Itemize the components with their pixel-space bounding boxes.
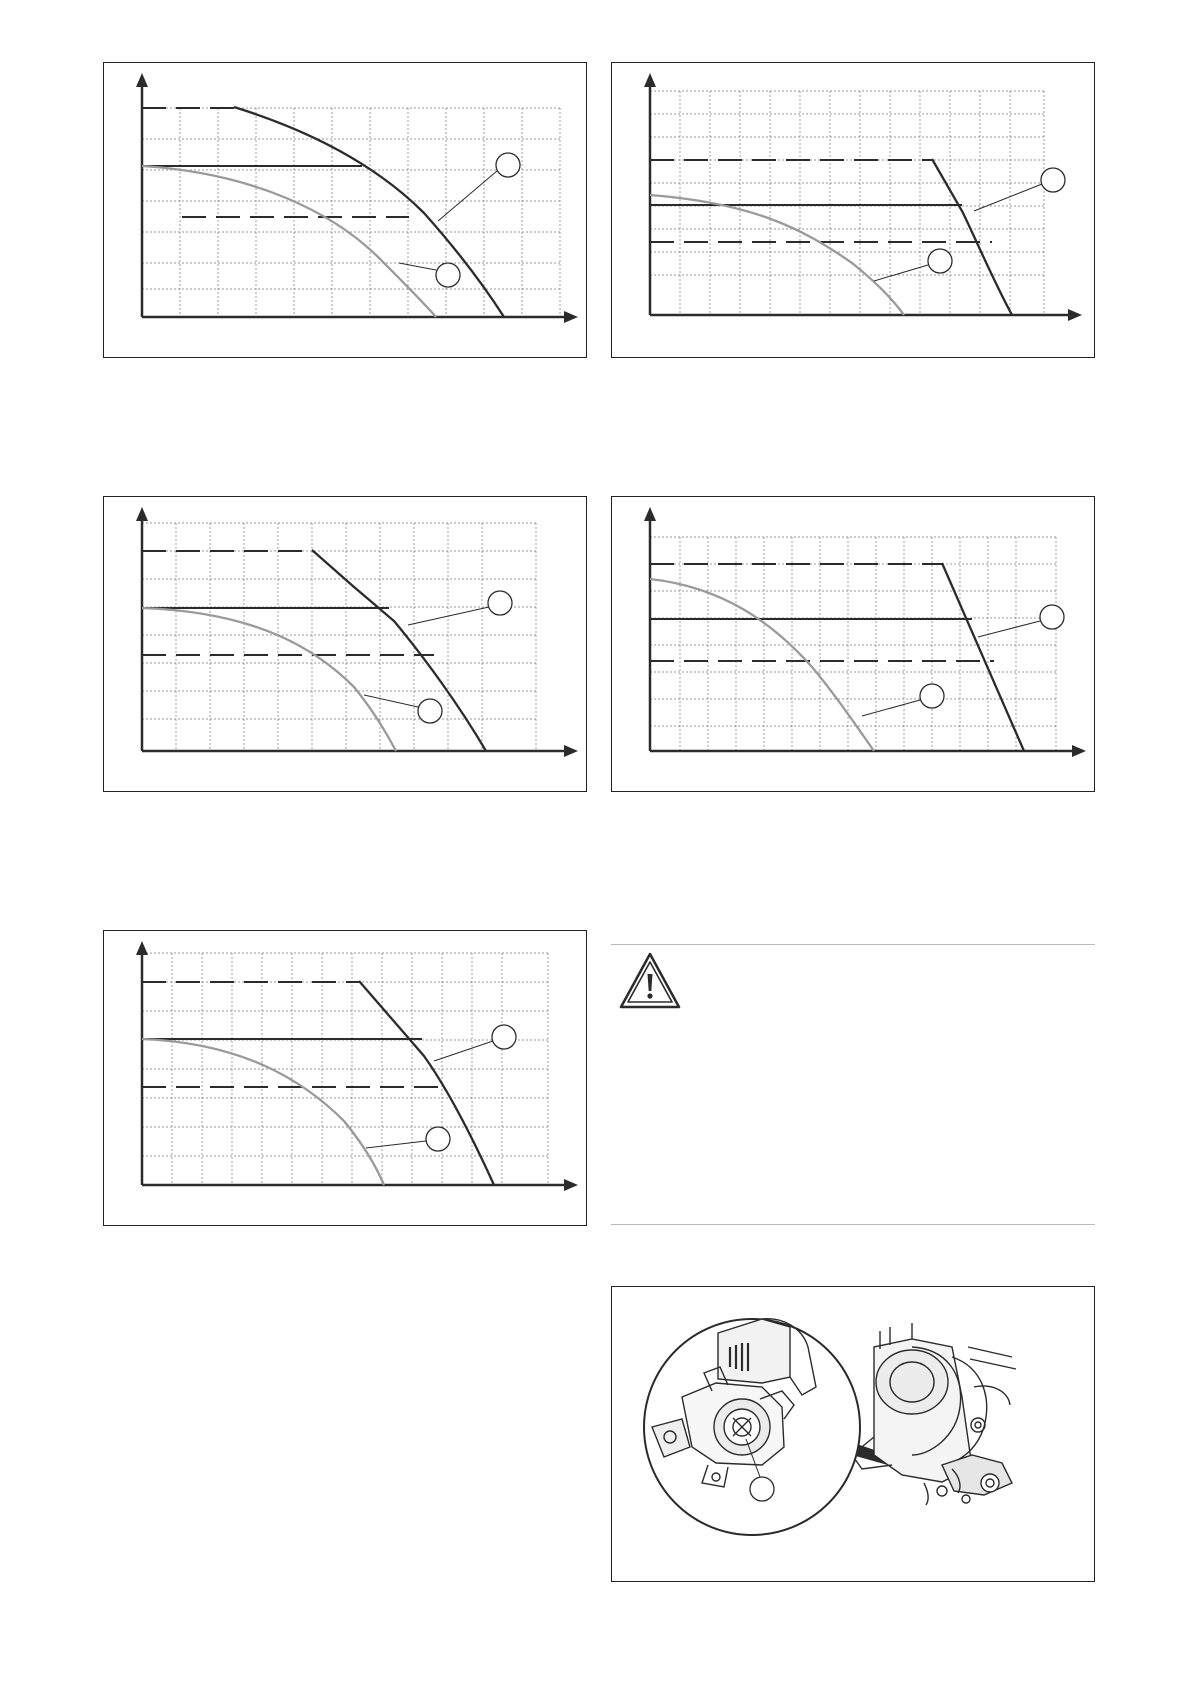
pump-curve-figure-2: [611, 62, 1095, 358]
axes: [136, 73, 578, 323]
warning-triangle-icon: [618, 950, 682, 1012]
callout-leader-1: [978, 621, 1040, 637]
callout-leader-2: [366, 1141, 426, 1148]
callout-marker-2: [928, 249, 952, 273]
pump-curve-figure-4: [611, 496, 1095, 792]
axes: [644, 507, 1086, 757]
callout-marker-1: [1040, 605, 1064, 629]
max-pump-curve: [932, 159, 1012, 315]
gas-valve-figure: [611, 1286, 1095, 1582]
callout-leader-1: [974, 184, 1042, 211]
callout-leader-1: [434, 1041, 493, 1061]
pump-curve-chart-1: [104, 63, 588, 359]
axes: [136, 507, 578, 757]
callout-marker-1: [488, 591, 512, 615]
callout-marker-1: [496, 153, 520, 177]
pump-curve-chart-3: [104, 497, 588, 793]
pump-curve-figure-3: [103, 496, 587, 792]
callout-leader-1: [438, 171, 497, 221]
grid: [650, 537, 1056, 751]
callout-leader-2: [862, 700, 920, 716]
callout-marker-2: [426, 1127, 450, 1151]
callout-leader-2: [364, 695, 418, 707]
min-pump-curve: [650, 579, 874, 751]
grid: [142, 953, 548, 1185]
min-pump-curve: [142, 166, 436, 317]
min-pump-curve: [650, 195, 904, 315]
gas-valve-illustration: [612, 1287, 1096, 1583]
callout-marker-2: [920, 684, 944, 708]
pump-curve-figure-5: [103, 930, 587, 1226]
callout-marker-2: [418, 699, 442, 723]
max-pump-curve: [234, 107, 504, 317]
callout-marker-1: [750, 1477, 774, 1501]
max-pump-curve: [312, 550, 486, 751]
callout-marker-2: [436, 263, 460, 287]
callout-leader-1: [408, 607, 489, 625]
grid: [142, 108, 560, 317]
warning-block: [611, 944, 1095, 1224]
min-pump-curve: [142, 608, 396, 751]
max-pump-curve: [359, 981, 494, 1185]
grid: [142, 523, 536, 751]
pump-curve-figure-1: [103, 62, 587, 358]
pump-curve-chart-4: [612, 497, 1096, 793]
pump-curve-chart-2: [612, 63, 1096, 359]
callout-marker-1: [1041, 168, 1065, 192]
min-pump-curve: [142, 1039, 384, 1185]
callout-marker-1: [492, 1025, 516, 1049]
pump-curve-chart-5: [104, 931, 588, 1227]
callout-leader-2: [399, 263, 436, 270]
warning-bottom-rule: [611, 1224, 1095, 1225]
valve-body: [852, 1323, 1016, 1505]
